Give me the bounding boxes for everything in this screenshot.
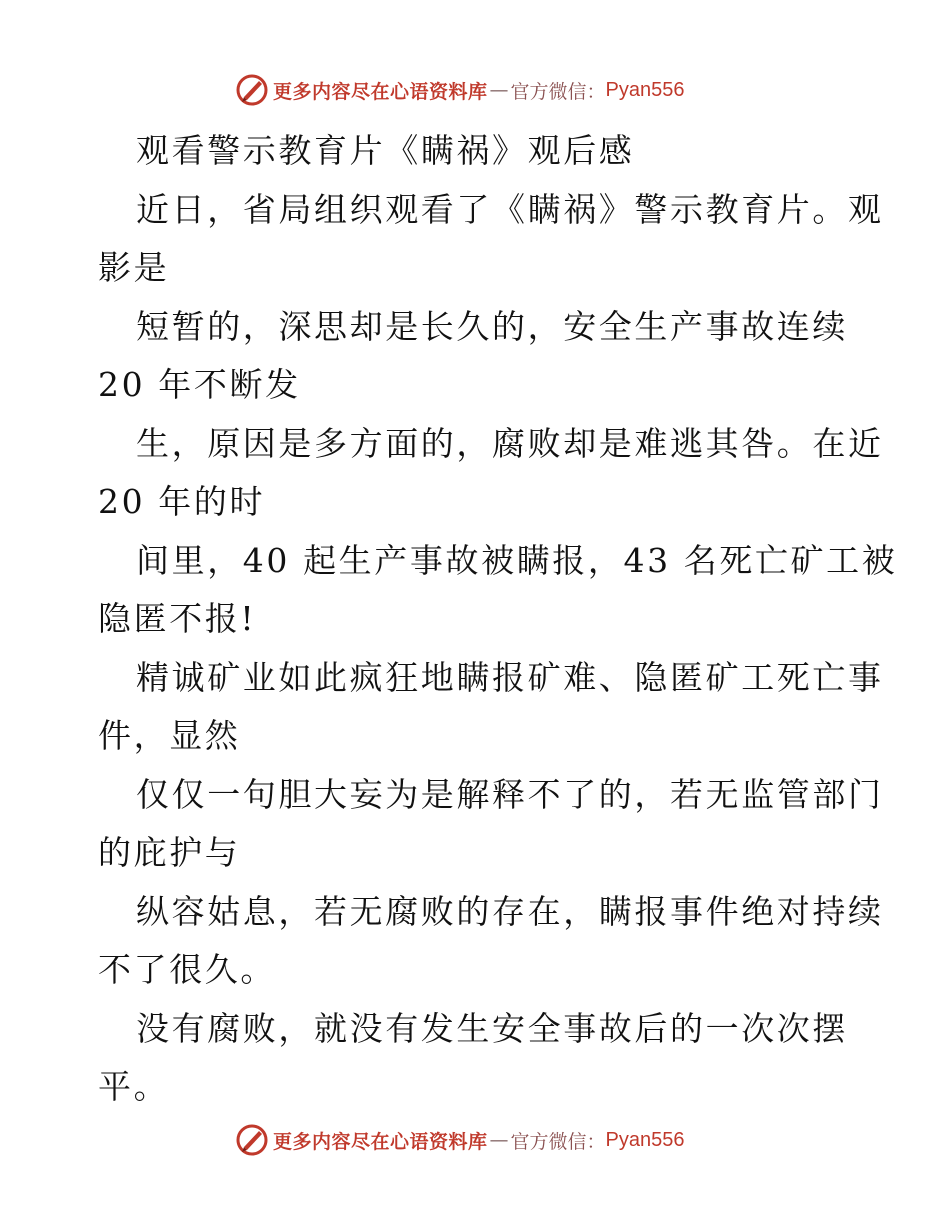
paragraph-line: 近日，省局组织观看了《瞒祸》警示教育片。观	[136, 189, 884, 229]
promo-text: 更多内容尽在心语资料库	[273, 1130, 488, 1153]
contact-label: 官方微信：	[510, 80, 606, 103]
pen-logo-icon	[235, 1123, 269, 1157]
paragraph-line: 平。	[98, 1067, 170, 1106]
contact-label: 官方微信：	[510, 1130, 606, 1153]
pen-logo-icon	[235, 73, 269, 107]
paragraph-line: 短暂的，深思却是长久的，安全生产事故连续	[136, 306, 848, 346]
paragraph-line: 隐匿不报!	[98, 599, 257, 638]
banner-dash: —	[489, 79, 509, 101]
contact-id: Pyan556	[605, 78, 685, 101]
header-banner	[235, 72, 685, 108]
footer-banner	[235, 1122, 685, 1158]
paragraph-line: 20 年的时	[98, 482, 266, 521]
contact-id: Pyan556	[605, 1128, 685, 1151]
paragraph-line: 生，原因是多方面的，腐败却是难逃其咎。在近	[136, 423, 884, 463]
paragraph-line: 间里，40 起生产事故被瞒报，43 名死亡矿工被	[136, 540, 898, 580]
document-body	[98, 122, 898, 1117]
paragraph-line: 没有腐败，就没有发生安全事故后的一次次摆	[136, 1008, 848, 1048]
paragraph-line: 精诚矿业如此疯狂地瞒报矿难、隐匿矿工死亡事	[136, 657, 884, 697]
paragraph-line: 件，显然	[98, 716, 241, 755]
paragraph-line: 不了很久。	[98, 950, 276, 989]
paragraph-line: 影是	[98, 248, 170, 287]
promo-text: 更多内容尽在心语资料库	[273, 80, 488, 103]
paragraph-line: 纵容姑息，若无腐败的存在，瞒报事件绝对持续	[136, 891, 884, 931]
paragraph-line: 的庇护与	[98, 833, 241, 872]
banner-dash: —	[489, 1129, 509, 1151]
paragraph-line: 20 年不断发	[98, 365, 301, 404]
paragraph-line: 仅仅一句胆大妄为是解释不了的，若无监管部门	[136, 774, 884, 814]
document-title: 观看警示教育片《瞒祸》观后感	[136, 131, 635, 170]
